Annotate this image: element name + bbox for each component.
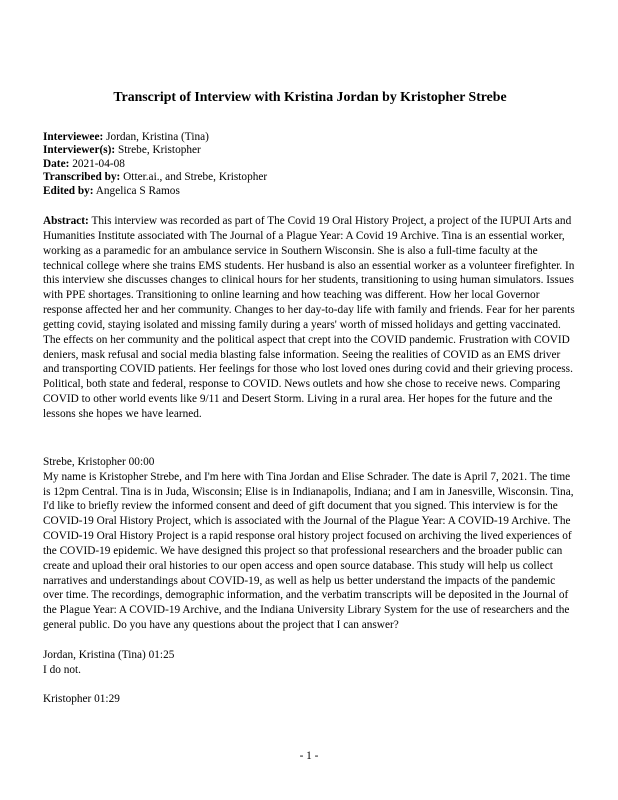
metadata-label: Date: [43, 157, 70, 170]
metadata-value: 2021-04-08 [72, 157, 125, 170]
metadata-label: Transcribed by: [43, 171, 121, 184]
speech-text: My name is Kristopher Strebe, and I'm here with Tina Jordan and Elise Schrader. The date is April 7, 2021. The time is 12pm Central. Tina is in Juda, Wisconsin; Elise is in Indianapolis, Indiana; and I am in Janesville, Wisconsin. Tina, I'd like to briefly review the informed consent and deed of gift document that you signed. This interview is for the COVID-19 Oral History Project, which is associated with the Journal of the Plague Year: A COVID-19 Archive. The COVID-19 Oral History Project is a rapid response oral history project focused on archiving the lived experiences of the COVID-19 epidemic. We have designed this project so that professional researchers and the broader public can create and upload their oral histories to our open access and open source database. This study will help us collect narratives and understandings about COVID-19, as well as help us better understand the impacts of the pandemic over time. The recordings, demographic information, and the verbatim transcripts will be deposited in the Journal of the Plague Year: A COVID-19 Archive, and the Indiana University Library System for the use of researchers and the general public. Do you have any questions about the project that I can answer? [43, 470, 574, 632]
speaker-line: Jordan, Kristina (Tina) 01:25 [43, 648, 175, 661]
metadata-label: Edited by: [43, 184, 94, 197]
speaker-line: Kristopher 01:29 [43, 693, 120, 706]
metadata-value: Jordan, Kristina (Tina) [106, 131, 209, 143]
speech-text: I do not. [43, 663, 81, 676]
transcript-entry [43, 455, 577, 633]
transcript-entry [43, 692, 577, 707]
metadata-value: Otter.ai., and Strebe, Kristopher [123, 171, 268, 184]
page-title: Transcript of Interview with Kristina Jordan by Kristopher Strebe [113, 89, 507, 104]
metadata-row-interviewers [43, 144, 577, 157]
metadata-row-date [43, 158, 577, 171]
abstract-label: Abstract: [43, 215, 89, 228]
metadata-row-transcribed-by [43, 171, 577, 184]
abstract-text: This interview was recorded as part of The Covid 19 Oral History Project, a project of the IUPUI Arts and Humanities Institute associated with The Journal of a Plague Year: A Covid 19 Archive. Tina is an essential worker, working as a paramedic for an ambulance service in Southern Wisconsin. She is also a full-time faculty at the technical college where she trains EMS students. Her husband is also an essential worker as a volunteer firefighter. In this interview she discusses changes to clinical hours for her students, transitioning to using human simulators. Issues with PPE shortages. Transitioning to online learning and how teaching was different. How her local Governor response affected her and her community. Changes to her day-to-day life with family and friends. Fear for her parents getting covid, staying isolated and missing family during a years' worth of missed holidays and getting vaccinated. The effects on her community and the political aspect that crept into the COVID pandemic. Frustration with COVID deniers, mask refusal and social media blasting false information. Seeing the realities of COVID as an EMS driver and transporting COVID patients. Her feelings for those who lost loved ones during covid and their grieving process. Political, both state and federal, response to COVID. News outlets and how she chose to receive news. Comparing COVID to other world events like 9/11 and Desert Storm. Living in a rural area. Her hopes for the future and the lessons she hopes we have learned. [43, 215, 575, 420]
transcript-section [43, 455, 577, 707]
metadata-label: Interviewer(s): [43, 144, 116, 157]
abstract-paragraph [43, 214, 577, 422]
page-number: - 1 - [299, 750, 319, 762]
metadata-label: Interviewee: [43, 131, 104, 143]
document-content [43, 0, 577, 707]
metadata-value: Strebe, Kristopher [117, 144, 201, 157]
metadata-value: Angelica S Ramos [95, 184, 180, 197]
transcript-entry [43, 648, 577, 678]
speaker-line: Strebe, Kristopher 00:00 [43, 455, 155, 468]
metadata-block [43, 131, 577, 198]
metadata-row-edited-by [43, 185, 577, 198]
metadata-row-interviewee [43, 131, 577, 144]
